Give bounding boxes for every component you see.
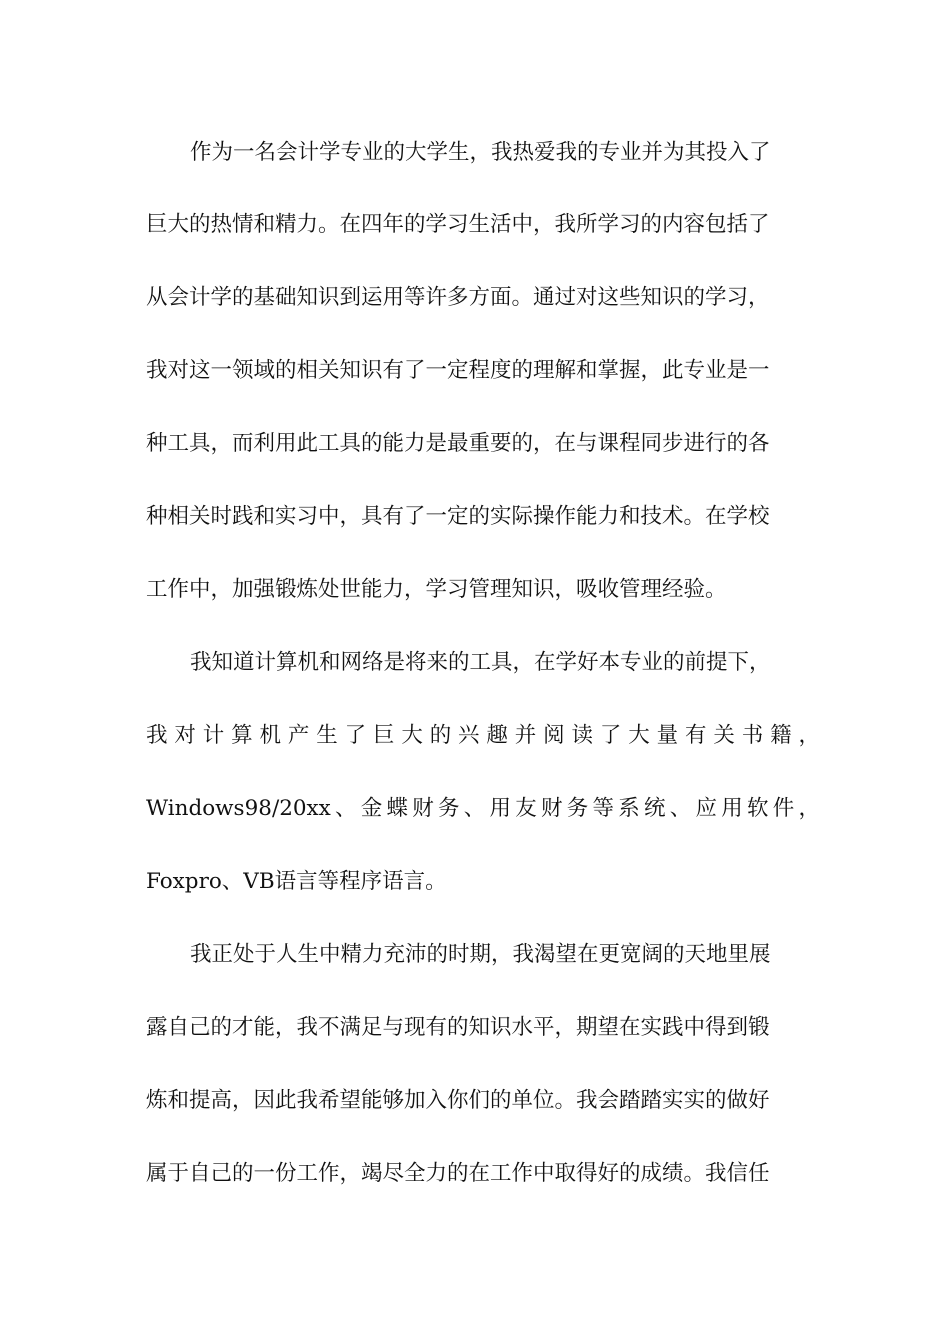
paragraph-1-line-2: 巨大的热情和精力。在四年的学习生活中，我所学习的内容包括了 bbox=[146, 212, 770, 237]
paragraph-1-line-3: 从会计学的基础知识到运用等许多方面。通过对这些知识的学习， bbox=[146, 285, 770, 310]
paragraph-1-line-4: 我对这一领域的相关知识有了一定程度的理解和掌握，此专业是一 bbox=[146, 358, 770, 383]
paragraph-2-line-2: 我对计算机产生了巨大的兴趣并阅读了大量有关书籍， bbox=[146, 723, 820, 748]
paragraph-1-line-7: 工作中，加强锻炼处世能力，学习管理知识，吸收管理经验。 bbox=[146, 577, 727, 602]
paragraph-2-line-4: Foxpro、VB语言等程序语言。 bbox=[146, 869, 447, 894]
paragraph-3-line-4: 属于自己的一份工作，竭尽全力的在工作中取得好的成绩。我信任 bbox=[146, 1161, 770, 1186]
paragraph-3-line-1: 我正处于人生中精力充沛的时期，我渴望在更宽阔的天地里展 bbox=[190, 942, 771, 967]
paragraph-1-line-6: 种相关时践和实习中，具有了一定的实际操作能力和技术。在学校 bbox=[146, 504, 770, 529]
paragraph-2-line-1: 我知道计算机和网络是将来的工具，在学好本专业的前提下， bbox=[190, 650, 771, 675]
paragraph-1-line-5: 种工具，而利用此工具的能力是最重要的，在与课程同步进行的各 bbox=[146, 431, 770, 456]
paragraph-3-line-2: 露自己的才能，我不满足与现有的知识水平，期望在实践中得到锻 bbox=[146, 1015, 770, 1040]
paragraph-2-line-3: Windows98/20xx、金蝶财务、用友财务等系统、应用软件， bbox=[146, 796, 820, 821]
paragraph-1-line-1: 作为一名会计学专业的大学生，我热爱我的专业并为其投入了 bbox=[190, 140, 771, 165]
paragraph-3-line-3: 炼和提高，因此我希望能够加入你们的单位。我会踏踏实实的做好 bbox=[146, 1088, 770, 1113]
